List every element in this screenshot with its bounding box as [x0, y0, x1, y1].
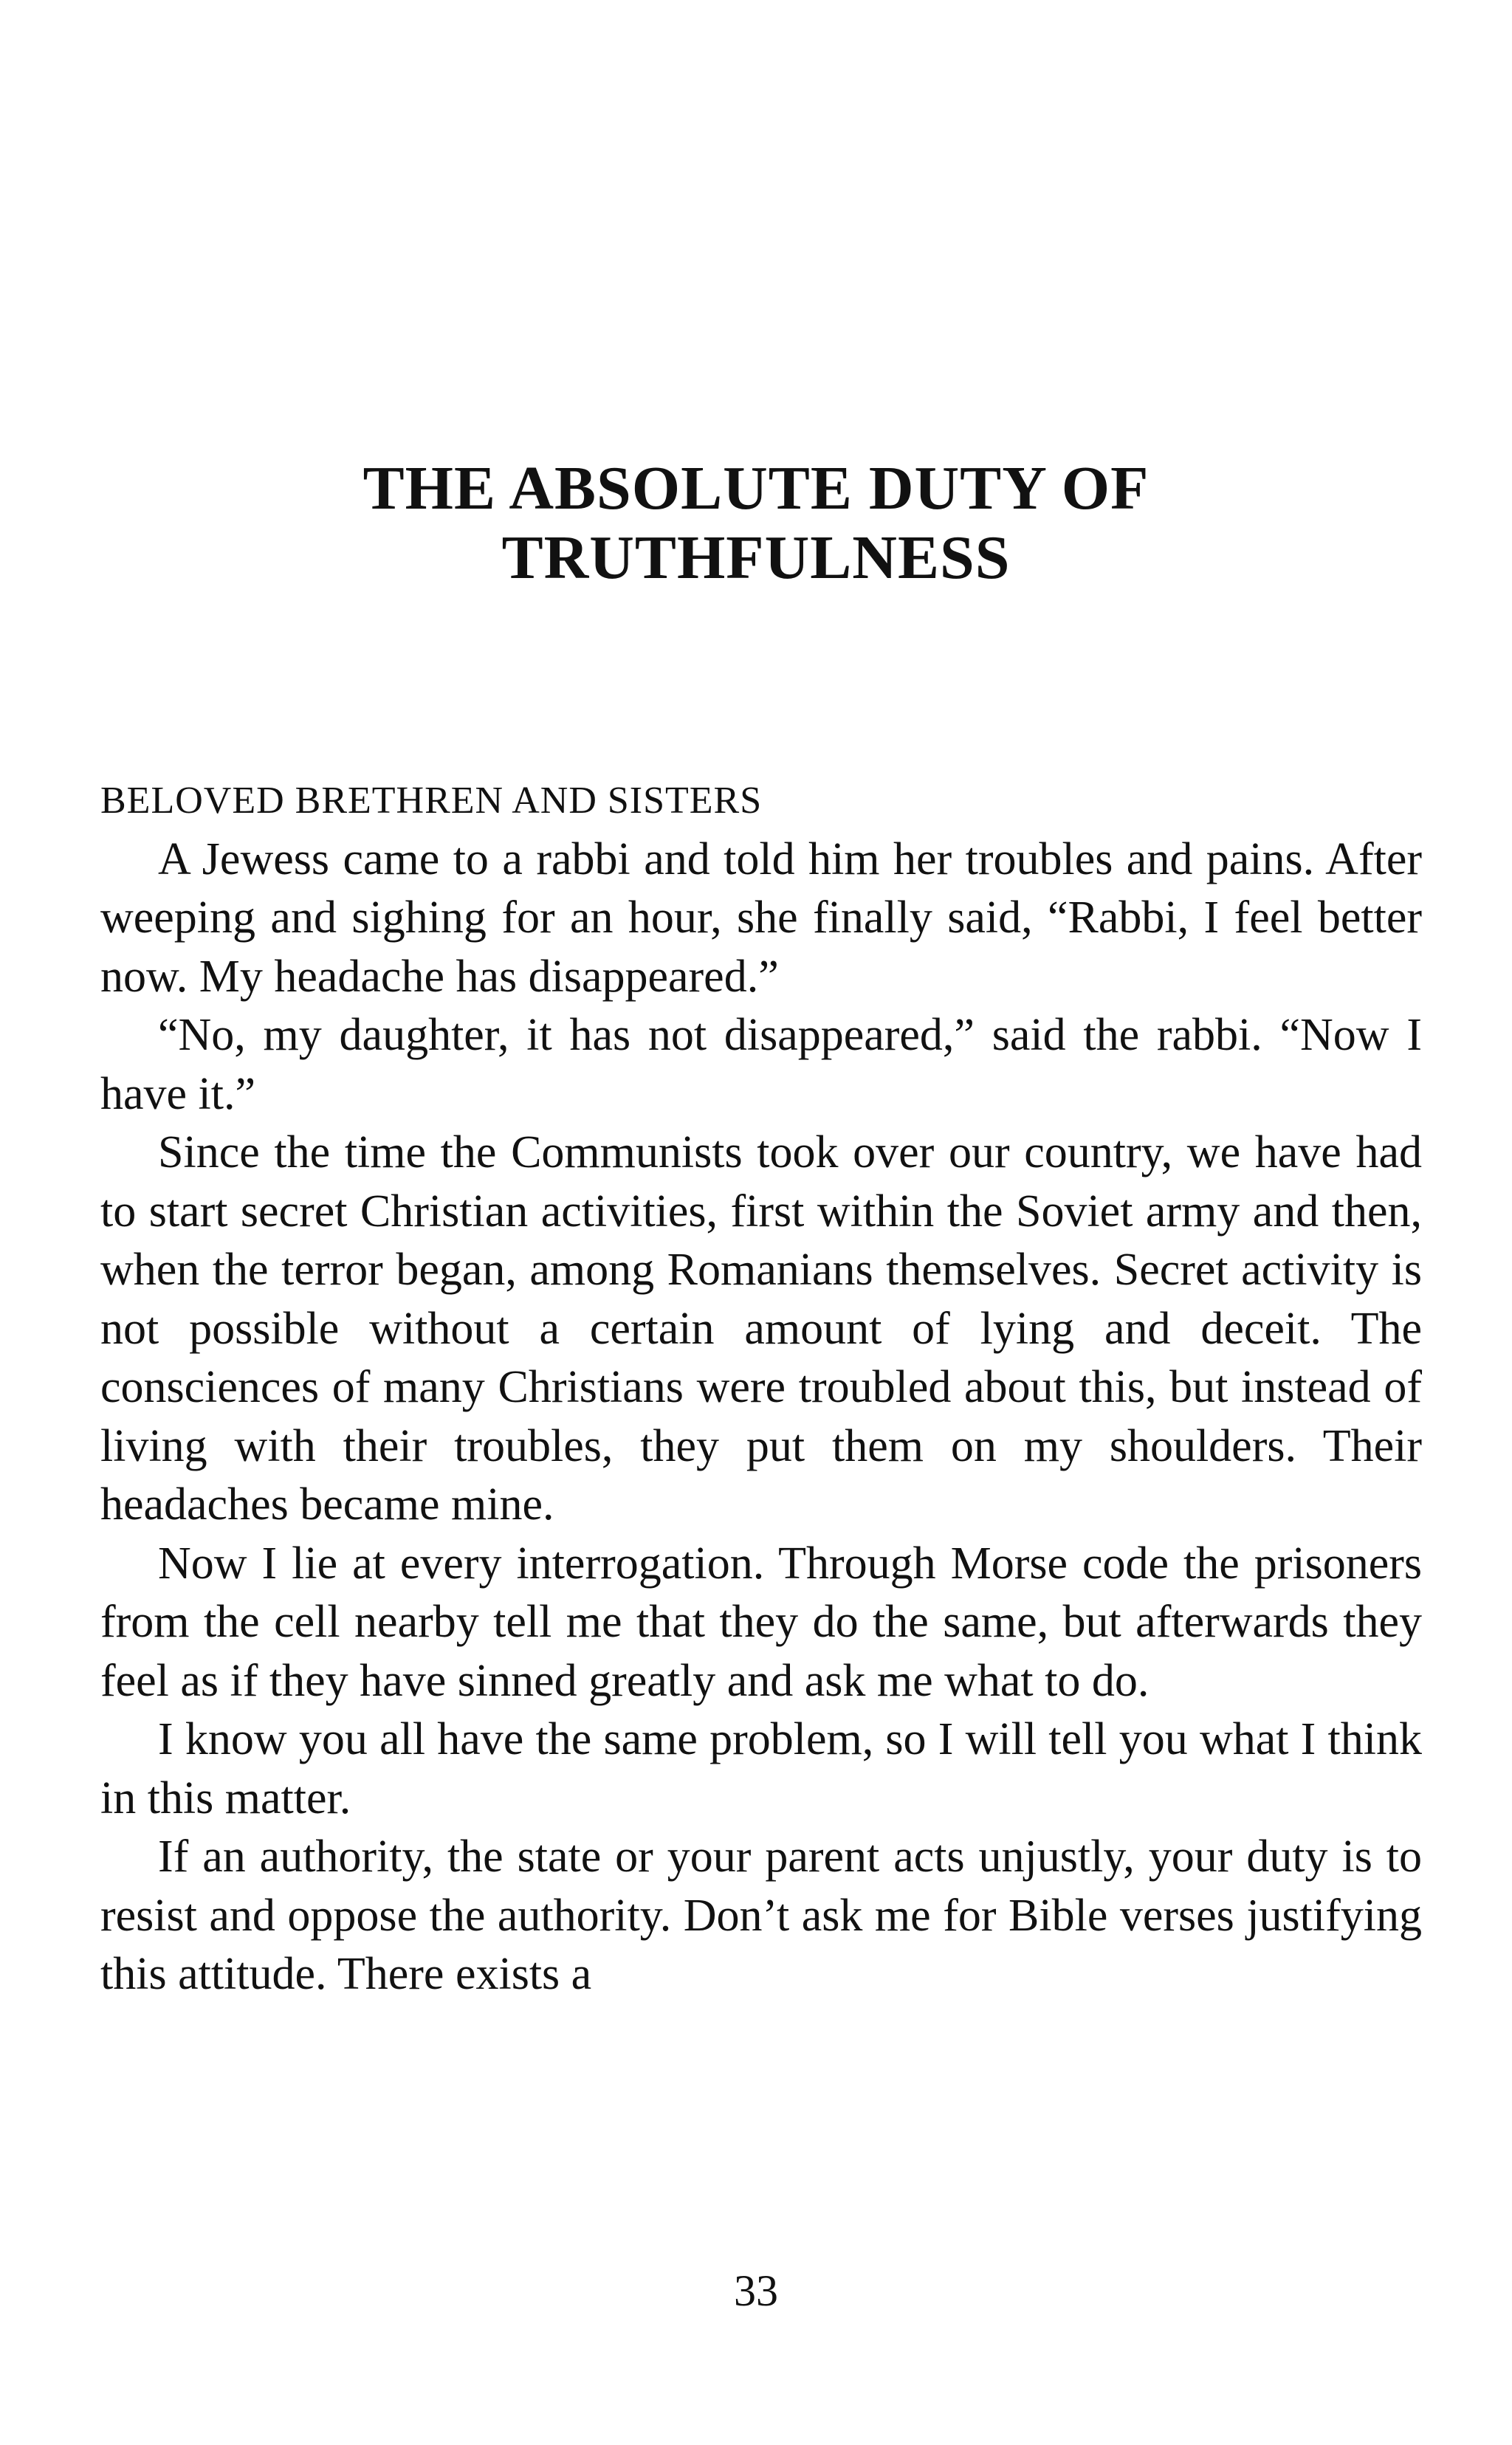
chapter-title-line-1: THE ABSOLUTE DUTY OF [362, 454, 1150, 523]
chapter-title [221, 454, 1291, 593]
body-text [100, 771, 1422, 2004]
salutation: BELOVED BRETHREN AND SISTERS [100, 780, 763, 822]
paragraph-3: Since the time the Communists took over our country, we have had to start secret Christian activities, first within the Soviet army and then, when the terror began, among Romanians themselves. Secret activity is not possible without a certain amount of lying and deceit. The consciences of many Christians were troubled about this, but instead of living with their troubles, they put them on my shoulders. Their headaches became mine. [100, 1127, 1422, 1530]
chapter-title-line-2: TRUTHFULNESS [501, 523, 1011, 592]
paragraph-4: Now I lie at every interrogation. Through Morse code the prisoners from the cell nearby tell me that they do the same, but afterwards they feel as if they have sinned greatly and ask me what to do. [100, 1538, 1422, 1706]
paragraph-1: A Jewess came to a rabbi and told him her troubles and pains. After weeping and sighing for an hour, she finally said, “Rabbi, I feel better now. My headache has disappeared.” [100, 833, 1422, 1002]
paragraph-5: I know you all have the same problem, so I will tell you what I think in this matter. [100, 1714, 1422, 1823]
paragraph-6: If an authority, the state or your parent acts unjustly, your duty is to resist and oppose the authority. Don’t ask me for Bible verses justifying this attitude. There exists a [100, 1832, 1422, 1999]
paragraph-2: “No, my daughter, it has not disappeared,” said the rabbi. “Now I have it.” [100, 1010, 1422, 1119]
page-number: 33 [734, 2266, 778, 2315]
